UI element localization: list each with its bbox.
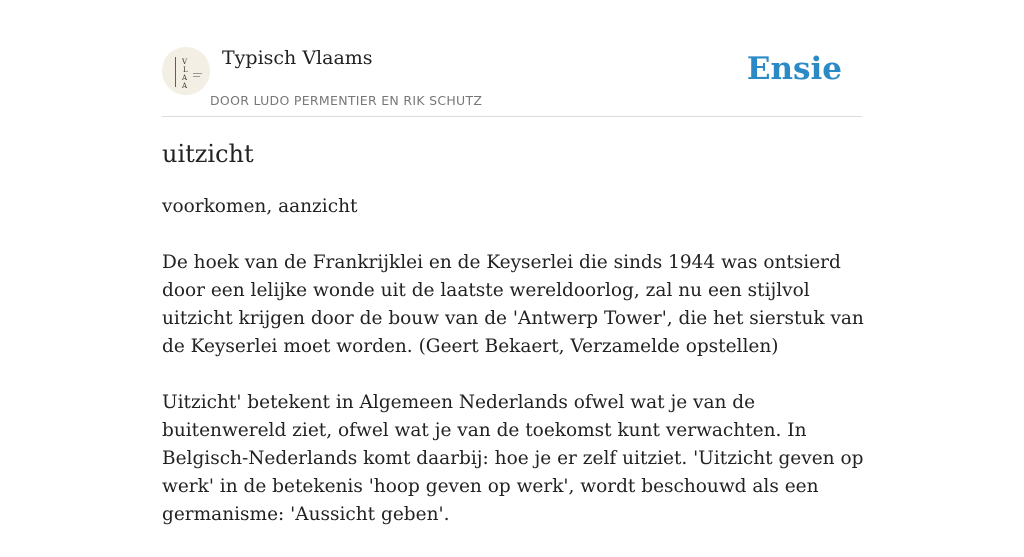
book-cover-icon[interactable] <box>162 47 210 95</box>
entry-headword: uitzicht <box>162 140 254 168</box>
svg-text:V: V <box>182 58 188 66</box>
entry-definition: voorkomen, aanzicht <box>162 196 358 217</box>
book-title[interactable]: Typisch Vlaams <box>222 47 373 69</box>
svg-text:L: L <box>183 66 188 74</box>
page-header <box>162 44 862 117</box>
brand-logo[interactable]: Ensie <box>746 51 842 87</box>
entry-example-quote: De hoek van de Frankrijklei en de Keyserlei die sinds 1944 was ontsierd door een lelijke wonde uit de laatste wereldoorlog, zal nu een stijlvol uitzicht krijgen door de bouw van de 'Antwerp Tower', die het sierstuk van de Keyserlei moet worden. (Geert Bekaert, Verzamelde opstellen) <box>162 252 864 357</box>
svg-text:A: A <box>182 74 188 82</box>
svg-text:A: A <box>182 82 188 90</box>
entry-explanation: Uitzicht' betekent in Algemeen Nederlands ofwel wat je van de buitenwereld ziet, ofwel wat je van de toekomst kunt verwachten. In Belgisch-Nederlands komt daarbij: hoe je er zelf uitziet. 'Uitzicht geven op werk' in de betekenis 'hoop geven op werk', wordt beschouwd als een germanisme: 'Aussicht geben'. <box>162 392 864 525</box>
book-authors: DOOR LUDO PERMENTIER EN RIK SCHUTZ <box>210 93 483 108</box>
entry-content <box>162 193 867 557</box>
